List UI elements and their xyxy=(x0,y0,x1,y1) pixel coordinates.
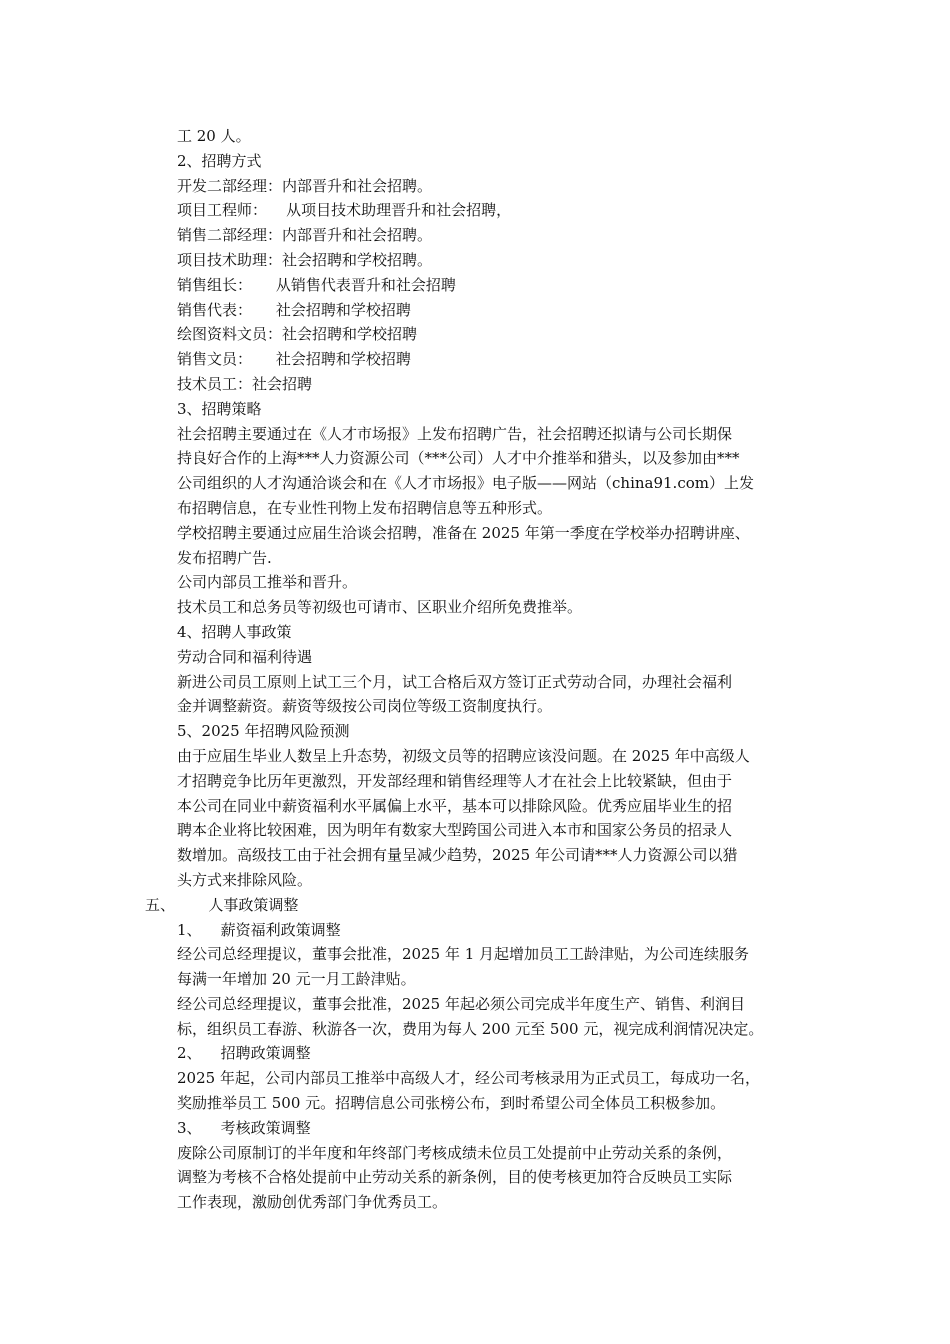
text-line: 才招聘竞争比历年更激烈，开发部经理和销售经理等人才在社会上比较紧缺，但由于 xyxy=(177,771,733,790)
text-line: 销售二部经理：内部晋升和社会招聘。 xyxy=(177,226,433,245)
text-line: 头方式来排除风险。 xyxy=(177,870,313,889)
text-line: 1、 薪资福利政策调整 xyxy=(177,920,341,939)
text-line: 项目工程师： 从项目技术助理晋升和社会招聘， xyxy=(177,201,512,220)
text-line: 社会招聘主要通过在《人才市场报》上发布招聘广告，社会招聘还拟请与公司长期保 xyxy=(177,424,733,443)
text-line: 绘图资料文员：社会招聘和学校招聘 xyxy=(177,325,418,344)
text-line: 公司组织的人才沟通洽谈会和在《人才市场报》电子版——网站（china91.com）上发 xyxy=(177,474,754,493)
text-line: 3、招聘策略 xyxy=(177,399,262,418)
text-line: 3、 考核政策调整 xyxy=(177,1118,311,1137)
text-line: 调整为考核不合格处提前中止劳动关系的新条例，目的使考核更加符合反映员工实际 xyxy=(177,1168,733,1187)
text-line: 技术员工和总务员等初级也可请市、区职业介绍所免费推举。 xyxy=(177,598,583,617)
text-line: 布招聘信息，在专业性刊物上发布招聘信息等五种形式。 xyxy=(177,498,553,517)
text-line: 开发二部经理：内部晋升和社会招聘。 xyxy=(177,176,433,195)
text-line: 经公司总经理提议，董事会批准，2025 年起必须公司完成半年度生产、销售、利润目 xyxy=(177,994,745,1013)
text-line: 2、招聘方式 xyxy=(177,151,262,170)
text-line: 销售代表： 社会招聘和学校招聘 xyxy=(177,300,411,319)
text-line: 由于应届生毕业人数呈上升态势，初级文员等的招聘应该没问题。在 2025 年中高级人 xyxy=(177,746,750,765)
text-line: 经公司总经理提议，董事会批准，2025 年 1 月起增加员工工龄津贴，为公司连续服务 xyxy=(177,945,750,964)
text-line: 5、2025 年招聘风险预测 xyxy=(177,722,350,741)
text-line: 销售组长： 从销售代表晋升和社会招聘 xyxy=(177,275,456,294)
text-line: 发布招聘广告. xyxy=(177,548,272,567)
section-heading: 五、 人事政策调整 xyxy=(145,895,299,914)
text-line: 技术员工：社会招聘 xyxy=(177,374,313,393)
text-line: 工 20 人。 xyxy=(177,127,251,145)
text-line: 本公司在同业中薪资福利水平属偏上水平，基本可以排除风险。优秀应届毕业生的招 xyxy=(177,796,733,815)
text-line: 2025 年起，公司内部员工推举中高级人才，经公司考核录用为正式员工，每成功一名， xyxy=(177,1069,760,1088)
text-line: 工作表现，激励创优秀部门争优秀员工。 xyxy=(177,1193,448,1212)
text-line: 4、招聘人事政策 xyxy=(177,622,292,641)
text-line: 2、 招聘政策调整 xyxy=(177,1044,311,1063)
text-line: 学校招聘主要通过应届生洽谈会招聘，准备在 2025 年第一季度在学校举办招聘讲座、 xyxy=(177,523,750,542)
text-line: 新进公司员工原则上试工三个月，试工合格后双方签订正式劳动合同，办理社会福利 xyxy=(177,672,733,691)
text-line: 公司内部员工推举和晋升。 xyxy=(177,573,358,592)
text-line: 奖励推举员工 500 元。招聘信息公司张榜公布，到时希望公司全体员工积极参加。 xyxy=(177,1094,726,1113)
text-line: 金并调整薪资。薪资等级按公司岗位等级工资制度执行。 xyxy=(177,697,553,716)
text-line: 每满一年增加 20 元一月工龄津贴。 xyxy=(177,970,416,989)
text-line: 聘本企业将比较困难，因为明年有数家大型跨国公司进入本市和国家公务员的招录人 xyxy=(177,821,733,840)
text-line: 销售文员： 社会招聘和学校招聘 xyxy=(177,350,411,369)
text-line: 劳动合同和福利待遇 xyxy=(177,647,313,666)
text-line: 废除公司原制订的半年度和年终部门考核成绩未位员工处提前中止劳动关系的条例， xyxy=(177,1143,733,1162)
text-line: 数增加。高级技工由于社会拥有量呈减少趋势，2025 年公司请***人力资源公司以猎 xyxy=(177,846,738,865)
text-line: 项目技术助理：社会招聘和学校招聘。 xyxy=(177,250,433,269)
text-line: 标，组织员工春游、秋游各一次，费用为每人 200 元至 500 元，视完成利润情况决定。 xyxy=(177,1019,764,1038)
document-body xyxy=(145,124,817,1215)
text-line: 持良好合作的上海***人力资源公司（***公司）人才中介推举和猎头，以及参加由*** xyxy=(177,449,740,468)
